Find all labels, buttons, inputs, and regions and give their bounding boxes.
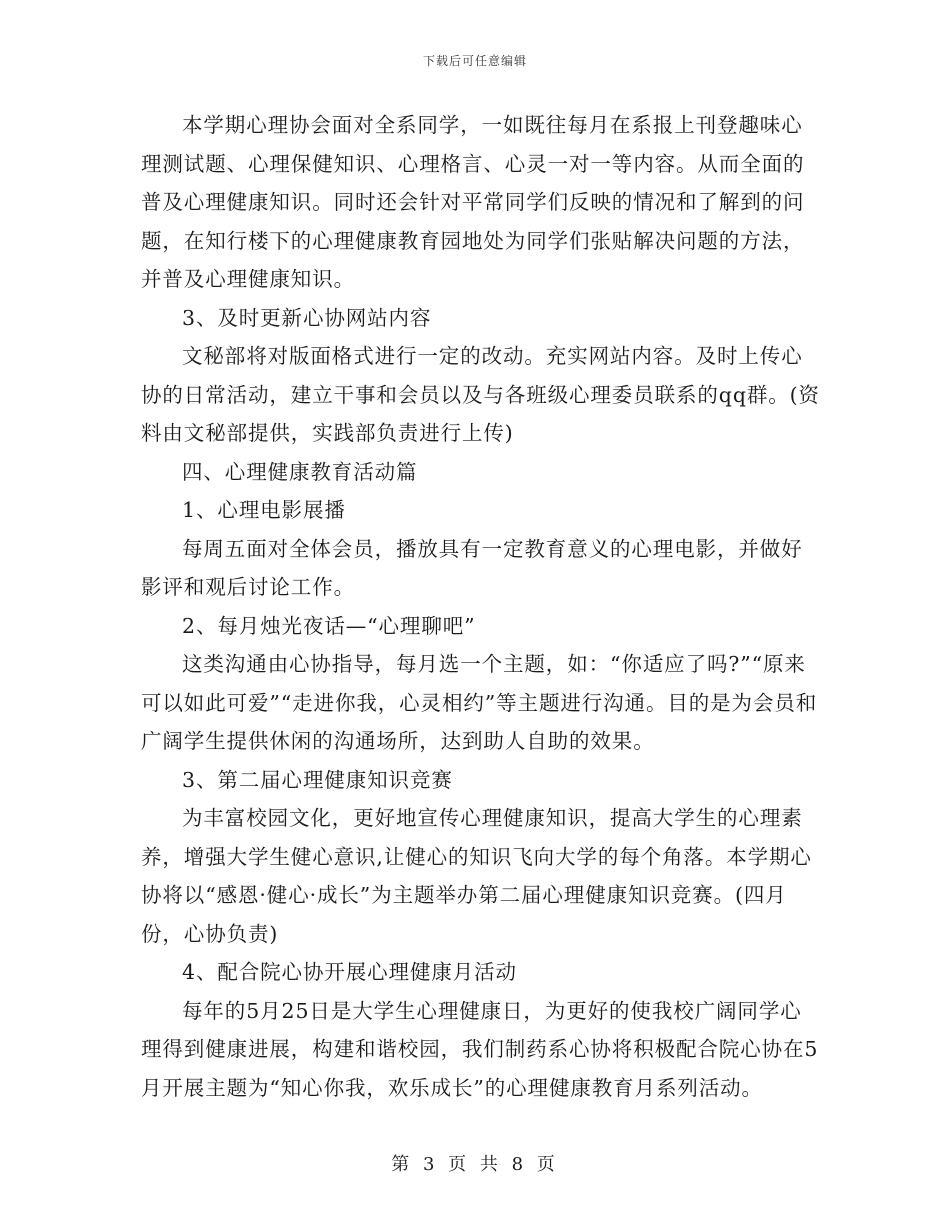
- paragraph: 为丰富校园文化，更好地宣传心理健康知识，提高大学生的心理素养，增强大学生健心意识,让健心的知识飞向大学的每个角落。本学期心协将以“感恩·健心·成长”为主题举办第二届心理健康知识竞赛。(四月份，心协负责): [141, 806, 812, 946]
- section-heading: 2、每月烛光夜话—“心理聊吧”: [182, 613, 476, 638]
- paragraph: 文秘部将对版面格式进行一定的改动。充实网站内容。及时上传心协的日常活动，建立干事和会员以及与各班级心理委员联系的qq群。(资料由文秘部提供，实践部负责进行上传): [141, 344, 820, 445]
- paragraph: 每周五面对全体会员，播放具有一定教育意义的心理电影，并做好影评和观后讨论工作。: [141, 536, 803, 599]
- section-heading: 4、配合院心协开展心理健康月活动: [182, 960, 517, 984]
- page-footer: 第 3 页 共 8 页: [391, 1154, 559, 1175]
- paragraph: 本学期心理协会面对全系同学，一如既往每月在系报上刊登趣味心理测试题、心理保健知识、心理格言、心灵一对一等内容。从而全面的普及心理健康知识。同时还会针对平常同学们反映的情况和了解到的问题，在知行楼下的心理健康教育园地处为同学们张贴解决问题的方法，并普及心理健康知识。: [141, 113, 805, 291]
- page-header: 下载后可任意编辑: [422, 54, 527, 68]
- paragraph: 每年的5月25日是大学生心理健康日，为更好的使我校广阔同学心理得到健康进展，构建和谐校园，我们制药系心协将积极配合院心协在5月开展主题为“知心你我，欢乐成长”的心理健康教育月系列活动。: [141, 998, 819, 1100]
- section-heading: 1、心理电影展播: [182, 498, 346, 522]
- chapter-heading: 四、心理健康教育活动篇: [182, 459, 418, 484]
- document-body: [141, 106, 821, 1107]
- paragraph: 这类沟通由心协指导，每月选一个主题，如：“你适应了吗?”“原来可以如此可爱”“走进你我，心灵相约”等主题进行沟通。目的是为会员和广阔学生提供休闲的沟通场所，达到助人自助的效果。: [141, 652, 818, 753]
- section-heading: 3、及时更新心协网站内容: [182, 305, 432, 330]
- section-heading: 3、第二届心理健康知识竞赛: [182, 767, 453, 792]
